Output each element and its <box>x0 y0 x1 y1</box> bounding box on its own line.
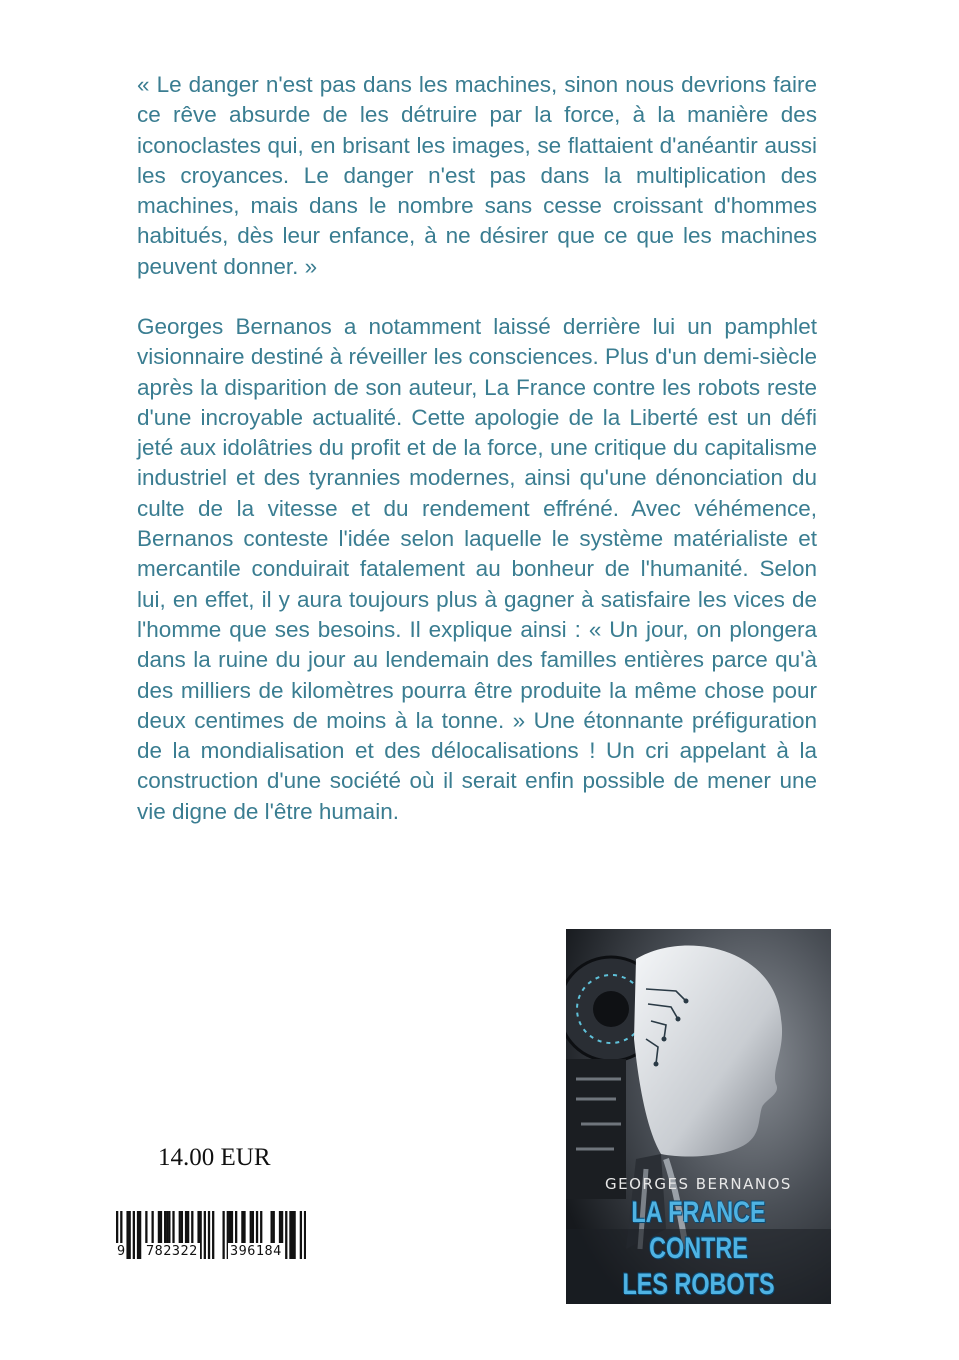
cover-thumbnail <box>566 929 831 1304</box>
cover-title-line1: LA FRANCE CONTRE <box>631 1196 766 1265</box>
back-cover-description: Georges Bernanos a notamment laissé derrière lui un pamphlet visionnaire destiné à réveiller les consciences. Plus d'un demi-siècle après la disparition de son auteur, La France contre les robots reste d'une incroyable actualité. Cette apologie de la Liberté est un défi jeté aux idolâtries du profit et de la force, une critique du capitalisme industriel et des tyrannies modernes, ainsi qu'une dénonciation du culte de la vitesse et du rendement effréné. Avec véhémence, Bernanos conteste l'idée selon laquelle le système matérialiste et mercantile conduirait fatalement au bonheur de l'humanité. Selon lui, en effet, il y aura toujours plus à gagner à satisfaire les vices de l'homme que ses besoins. Il explique ainsi : « Un jour, on plongera dans la ruine du jour au lendemain des familles entières parce qu'à des milliers de kilomètres pourra être produite la même chose pour deux centimes de moins à la tonne. » Une étonnante préfiguration de la mondialisation et des délocalisations ! Un cri appelant à la construction d'une société où il serait enfin possible de mener une vie digne de l'être humain. <box>137 314 817 824</box>
cover-title-line2: LES ROBOTS <box>622 1268 775 1301</box>
cover-title <box>595 1195 802 1303</box>
cover-author: GEORGES BERNANOS <box>605 1175 792 1193</box>
back-cover-quote: « Le danger n'est pas dans les machines, sinon nous devrions faire ce rêve absurde de les détruire par la force, à la manière des iconoclastes qui, en brisant les images, se flattaient d'anéantir aussi les croyances. Le danger n'est pas dans la multiplication des machines, mais dans le nombre sans cesse croissant d'hommes habitués, dès leur enfance, à ne désirer que ce que les machines peuvent donner. » <box>137 72 817 279</box>
isbn-right-group: 396184 <box>230 1243 282 1259</box>
isbn-first-digit: 9 <box>117 1243 126 1259</box>
price-label: 14.00 EUR <box>158 1144 271 1171</box>
isbn-digits <box>116 1243 306 1263</box>
isbn-left-group: 782322 <box>146 1243 198 1259</box>
